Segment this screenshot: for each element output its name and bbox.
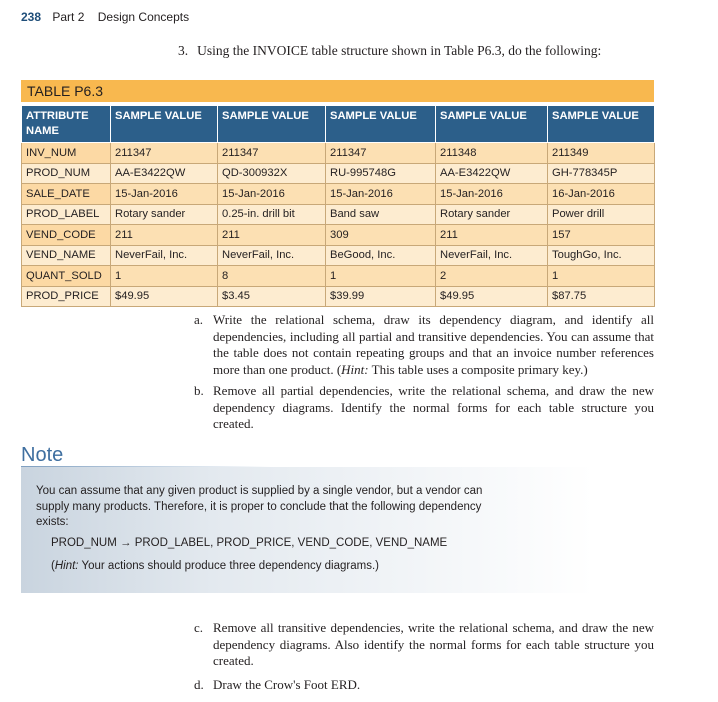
item-b-text: Remove all partial dependencies, write the relational schema, and draw the new dependency diagrams. Identify the normal forms for each table structure you created.	[213, 383, 654, 431]
note-dependency: PROD_NUM → PROD_LABEL, PROD_PRICE, VEND_CODE, VEND_NAME	[51, 537, 448, 549]
value-cell: 157	[548, 225, 655, 246]
column-header: SAMPLE VALUE	[326, 106, 436, 143]
page-number: 238	[21, 10, 42, 24]
column-header: SAMPLE VALUE	[218, 106, 326, 143]
item-c-text: Remove all transitive dependencies, write the relational schema, and draw the new dependency diagrams. Also identify the normal forms for each table structure you created.	[213, 620, 654, 668]
note-hint: (Hint: Your actions should produce three dependency diagrams.)	[51, 560, 379, 572]
value-cell: 211	[436, 225, 548, 246]
value-cell: $49.95	[111, 286, 218, 307]
note-divider	[21, 466, 271, 467]
column-header: SAMPLE VALUE	[548, 106, 655, 143]
value-cell: 211349	[548, 143, 655, 164]
attribute-cell: PROD_NUM	[22, 163, 111, 184]
section-title: Design Concepts	[97, 10, 190, 24]
value-cell: $87.75	[548, 286, 655, 307]
value-cell: 15-Jan-2016	[111, 184, 218, 205]
value-cell: 211347	[111, 143, 218, 164]
item-a-text-main: Write the relational schema, draw its dependency diagram, and identify all dependencies, including all partial and transitive dependencies. You can assume that the table does not contain repeating groups and that an invoice number references more than one product. (	[213, 312, 654, 377]
attribute-cell: VEND_CODE	[22, 225, 111, 246]
value-cell: Rotary sander	[436, 204, 548, 225]
value-cell: 8	[218, 266, 326, 287]
item-a-label: a.	[194, 312, 204, 327]
value-cell: AA-E3422QW	[111, 163, 218, 184]
item-a-hint-label: Hint:	[341, 361, 369, 377]
attribute-cell: QUANT_SOLD	[22, 266, 111, 287]
item-b-label: b.	[194, 383, 204, 398]
value-cell: 1	[548, 266, 655, 287]
value-cell: 309	[326, 225, 436, 246]
value-cell: 1	[326, 266, 436, 287]
value-cell: NeverFail, Inc.	[111, 245, 218, 266]
invoice-table	[21, 105, 655, 307]
value-cell: 211	[218, 225, 326, 246]
attribute-cell: PROD_LABEL	[22, 204, 111, 225]
value-cell: $39.99	[326, 286, 436, 307]
item-a-text	[213, 312, 654, 378]
value-cell: 15-Jan-2016	[326, 184, 436, 205]
attribute-cell: INV_NUM	[22, 143, 111, 164]
table-header-row	[22, 106, 655, 143]
column-header: SAMPLE VALUE	[436, 106, 548, 143]
value-cell: RU-995748G	[326, 163, 436, 184]
column-header: ATTRIBUTE NAME	[22, 106, 111, 143]
note-paragraph: You can assume that any given product is supplied by a single vendor, but a vendor can supply many products. Therefore, it is proper to conclude that the following dependency exists:	[36, 485, 483, 528]
value-cell: NeverFail, Inc.	[218, 245, 326, 266]
value-cell: 0.25-in. drill bit	[218, 204, 326, 225]
problem-text: Using the INVOICE table structure shown in Table P6.3, do the following:	[197, 43, 602, 58]
value-cell: $49.95	[436, 286, 548, 307]
note-hint-text: Your actions should produce three dependency diagrams.)	[78, 560, 379, 572]
table-row	[22, 204, 655, 225]
item-a	[194, 312, 654, 378]
value-cell: 15-Jan-2016	[218, 184, 326, 205]
value-cell: $3.45	[218, 286, 326, 307]
value-cell: BeGood, Inc.	[326, 245, 436, 266]
attribute-cell: SALE_DATE	[22, 184, 111, 205]
value-cell: NeverFail, Inc.	[436, 245, 548, 266]
item-a-hint-text: This table uses a composite primary key.)	[368, 361, 588, 377]
value-cell: QD-300932X	[218, 163, 326, 184]
value-cell: AA-E3422QW	[436, 163, 548, 184]
value-cell: 1	[111, 266, 218, 287]
value-cell: 211347	[218, 143, 326, 164]
note-hint-label: Hint:	[54, 560, 79, 572]
value-cell: Rotary sander	[111, 204, 218, 225]
table-row	[22, 163, 655, 184]
problem-intro	[178, 43, 658, 59]
item-d	[194, 677, 654, 694]
part-label: Part 2	[52, 10, 85, 24]
value-cell: Power drill	[548, 204, 655, 225]
table-row	[22, 245, 655, 266]
value-cell: 211	[111, 225, 218, 246]
attribute-cell: VEND_NAME	[22, 245, 111, 266]
item-d-label: d.	[194, 677, 204, 692]
value-cell: GH-778345P	[548, 163, 655, 184]
value-cell: 211347	[326, 143, 436, 164]
table-row	[22, 225, 655, 246]
page-header	[21, 10, 189, 24]
value-cell: 16-Jan-2016	[548, 184, 655, 205]
item-c	[194, 620, 654, 670]
problem-number: 3.	[178, 43, 189, 58]
item-b	[194, 383, 654, 433]
item-d-text: Draw the Crow's Foot ERD.	[213, 677, 361, 692]
table-row	[22, 184, 655, 205]
column-header: SAMPLE VALUE	[111, 106, 218, 143]
value-cell: Band saw	[326, 204, 436, 225]
table-title: TABLE P6.3	[21, 80, 654, 102]
value-cell: 2	[436, 266, 548, 287]
value-cell: ToughGo, Inc.	[548, 245, 655, 266]
table-row	[22, 286, 655, 307]
value-cell: 211348	[436, 143, 548, 164]
note-heading: Note	[21, 444, 64, 466]
attribute-cell: PROD_PRICE	[22, 286, 111, 307]
value-cell: 15-Jan-2016	[436, 184, 548, 205]
item-c-label: c.	[194, 620, 204, 635]
table-row	[22, 266, 655, 287]
table-row	[22, 143, 655, 164]
